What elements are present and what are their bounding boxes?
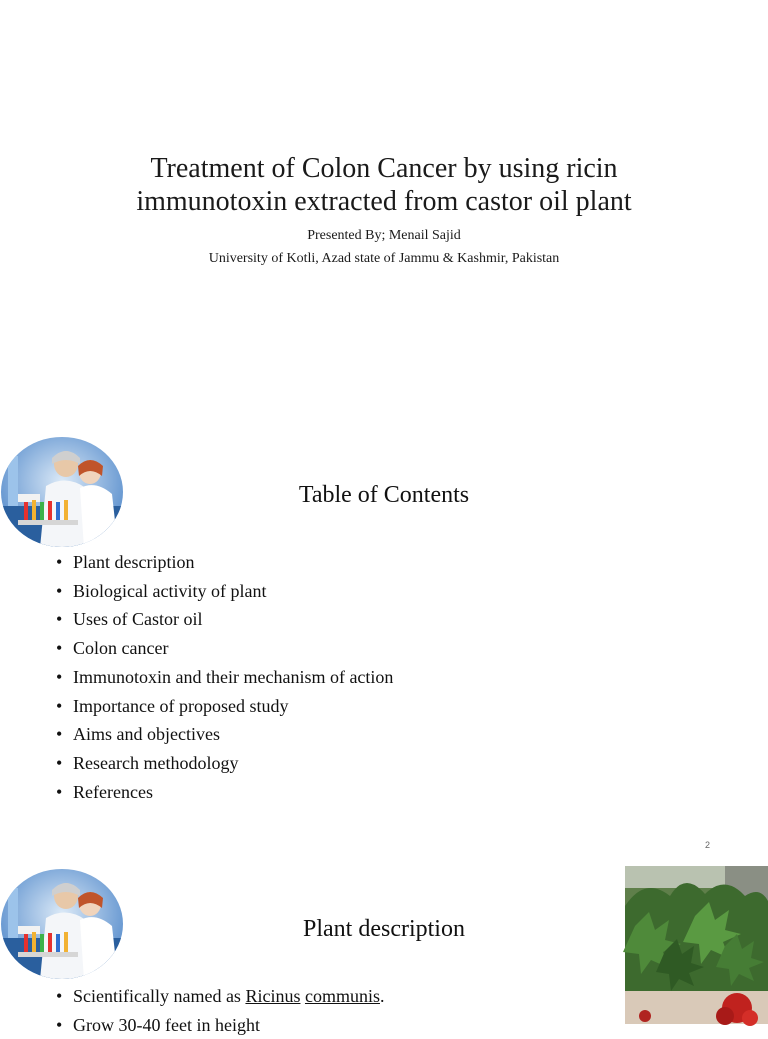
castor-plant-photo-icon (625, 866, 768, 1024)
list-item: • Importance of proposed study (56, 692, 393, 721)
bullet-icon: • (56, 666, 63, 687)
bullet-icon: • (56, 781, 63, 802)
species-name: communis (304, 986, 380, 1006)
bullet-icon: • (56, 638, 63, 659)
list-item: • Uses of Castor oil (56, 605, 393, 634)
plant-description-list (56, 982, 384, 1039)
bullet-icon: • (56, 609, 63, 630)
bullet-icon: • (56, 1014, 63, 1035)
bullet-icon: • (56, 986, 63, 1006)
bullet-icon: • (56, 552, 63, 572)
bullet-icon: • (56, 695, 63, 716)
list-item: • Scientifically named as Ricinus communis. (56, 982, 384, 1011)
list-item: • Biological activity of plant (56, 577, 393, 606)
list-item: • References (56, 778, 393, 807)
affiliation-line: University of Kotli, Azad state of Jammu & Kashmir, Pakistan (208, 251, 560, 266)
presenter-line: Presented By; Menail Sajid (307, 228, 461, 243)
page-number: 2 (704, 840, 710, 850)
list-item: • Plant description (56, 548, 393, 577)
genus-name: Ricinus (245, 986, 301, 1006)
title-slide (0, 0, 768, 432)
plant-description-heading: Plant description (303, 916, 465, 942)
plant-description-slide (0, 864, 768, 1035)
table-of-contents-slide (0, 432, 768, 864)
toc-heading: Table of Contents (298, 482, 470, 508)
list-item: • Grow 30-40 feet in height (56, 1011, 384, 1039)
list-item: • Colon cancer (56, 634, 393, 663)
bullet-icon: • (56, 752, 63, 773)
toc-list (56, 548, 393, 806)
presentation-title: Treatment of Colon Cancer by using ricin immunotoxin extracted from castor oil plant (136, 153, 632, 217)
bullet-icon: • (56, 580, 63, 601)
list-item: • Research methodology (56, 749, 393, 778)
list-item: • Aims and objectives (56, 720, 393, 749)
bullet-icon: • (56, 724, 63, 745)
list-item: • Immunotoxin and their mechanism of action (56, 663, 393, 692)
